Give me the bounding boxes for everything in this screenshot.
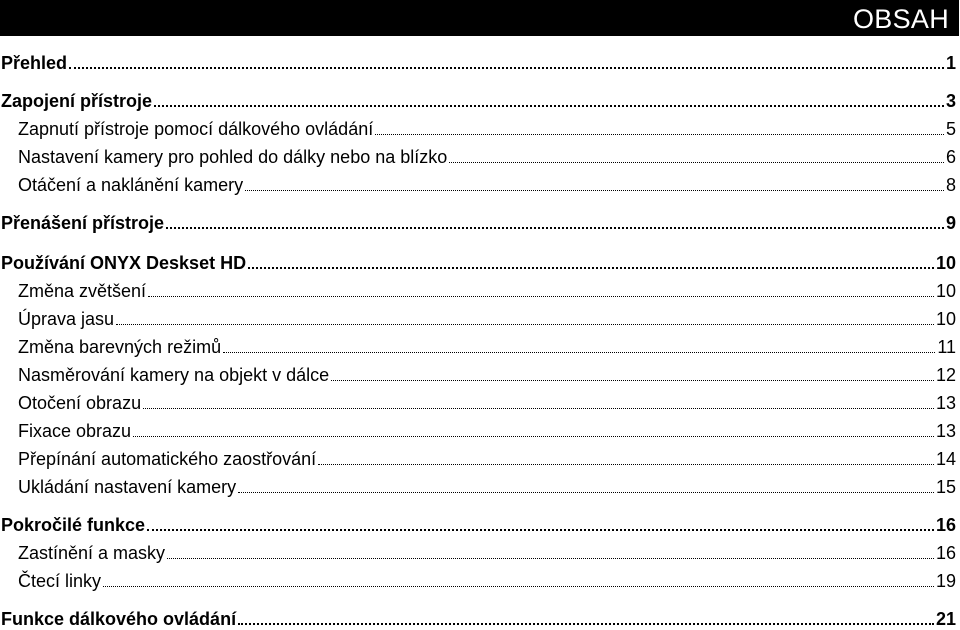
toc-entry-label: Používání ONYX Deskset HD xyxy=(1,253,247,273)
toc-entry[interactable] xyxy=(0,390,956,414)
toc-entry-page-number: 16 xyxy=(935,543,956,563)
toc-entry-page-number: 3 xyxy=(945,91,956,111)
toc-entry-label: Funkce dálkového ovládání xyxy=(1,609,237,629)
toc-entry[interactable] xyxy=(0,278,956,302)
toc-entry-page-number: 19 xyxy=(935,571,956,591)
toc-entry-label: Změna zvětšení xyxy=(18,281,147,301)
toc-entry[interactable] xyxy=(0,50,956,74)
toc-entry-label: Pokročilé funkce xyxy=(1,515,146,535)
toc-dot-leader xyxy=(143,408,934,409)
toc-entry[interactable] xyxy=(0,568,956,592)
toc-entry-label: Zapnutí přístroje pomocí dálkového ovládání xyxy=(18,119,374,139)
toc-dot-leader xyxy=(449,162,944,163)
toc-entry-label: Přenášení přístroje xyxy=(1,213,165,233)
toc-entry-label: Úprava jasu xyxy=(18,309,115,329)
toc-entry-label: Zastínění a masky xyxy=(18,543,166,563)
toc-entry[interactable] xyxy=(0,210,956,234)
toc-entry-label: Zapojení přístroje xyxy=(1,91,153,111)
toc-dot-leader xyxy=(69,67,944,69)
toc-dot-leader xyxy=(238,623,934,625)
toc-entry[interactable] xyxy=(0,334,956,358)
toc-entry[interactable] xyxy=(0,474,956,498)
toc-dot-leader xyxy=(167,558,934,559)
header-bar xyxy=(0,0,959,36)
toc-entry[interactable] xyxy=(0,540,956,564)
toc-entry-page-number: 11 xyxy=(937,337,956,357)
toc-dot-leader xyxy=(133,436,934,437)
toc-entry-page-number: 10 xyxy=(935,309,956,329)
toc-entry-page-number: 16 xyxy=(935,515,956,535)
toc-entry-page-number: 8 xyxy=(945,175,956,195)
toc-entry-label: Otáčení a naklánění kamery xyxy=(18,175,244,195)
toc-dot-leader xyxy=(238,492,934,493)
toc-entry-page-number: 21 xyxy=(935,609,956,629)
toc-dot-leader xyxy=(154,105,944,107)
toc-dot-leader xyxy=(103,586,934,587)
toc-entry-page-number: 12 xyxy=(935,365,956,385)
toc-entry-page-number: 13 xyxy=(935,421,956,441)
toc-entry-label: Přehled xyxy=(1,53,68,73)
toc-dot-leader xyxy=(147,529,934,531)
toc-entry-page-number: 10 xyxy=(935,281,956,301)
toc-dot-leader xyxy=(148,296,934,297)
toc-entry-page-number: 1 xyxy=(945,53,956,73)
toc-entry-page-number: 9 xyxy=(945,213,956,233)
toc-entry[interactable] xyxy=(0,512,956,536)
toc-entry-page-number: 10 xyxy=(935,253,956,273)
toc-entry[interactable] xyxy=(0,418,956,442)
toc-entry-page-number: 15 xyxy=(935,477,956,497)
toc-entry[interactable] xyxy=(0,88,956,112)
toc-dot-leader xyxy=(318,464,934,465)
toc-entry-label: Přepínání automatického zaostřování xyxy=(18,449,317,469)
toc-dot-leader xyxy=(245,190,944,191)
toc-dot-leader xyxy=(375,134,944,135)
toc-entry-label: Čtecí linky xyxy=(18,571,102,591)
toc-entry-page-number: 14 xyxy=(935,449,956,469)
toc-dot-leader xyxy=(248,267,934,269)
toc-entry-label: Nastavení kamery pro pohled do dálky nebo na blízko xyxy=(18,147,448,167)
toc-entry-label: Ukládání nastavení kamery xyxy=(18,477,237,497)
toc-dot-leader xyxy=(223,352,935,353)
toc-entry-label: Nasměrování kamery na objekt v dálce xyxy=(18,365,330,385)
toc-dot-leader xyxy=(166,227,944,229)
toc-entry[interactable] xyxy=(0,606,956,630)
toc-entry-label: Fixace obrazu xyxy=(18,421,132,441)
page-title: OBSAH xyxy=(852,4,949,34)
toc-entry[interactable] xyxy=(0,144,956,168)
toc-entry-page-number: 6 xyxy=(945,147,956,167)
toc-entry[interactable] xyxy=(0,116,956,140)
toc-entry[interactable] xyxy=(0,250,956,274)
toc-entry[interactable] xyxy=(0,172,956,196)
toc-entry-page-number: 5 xyxy=(945,119,956,139)
toc-entry[interactable] xyxy=(0,362,956,386)
toc-entry-label: Změna barevných režimů xyxy=(18,337,222,357)
toc-entry[interactable] xyxy=(0,446,956,470)
toc-dot-leader xyxy=(116,324,934,325)
toc-dot-leader xyxy=(331,380,934,381)
toc-entry-page-number: 13 xyxy=(935,393,956,413)
toc-entry[interactable] xyxy=(0,306,956,330)
toc-entry-label: Otočení obrazu xyxy=(18,393,142,413)
